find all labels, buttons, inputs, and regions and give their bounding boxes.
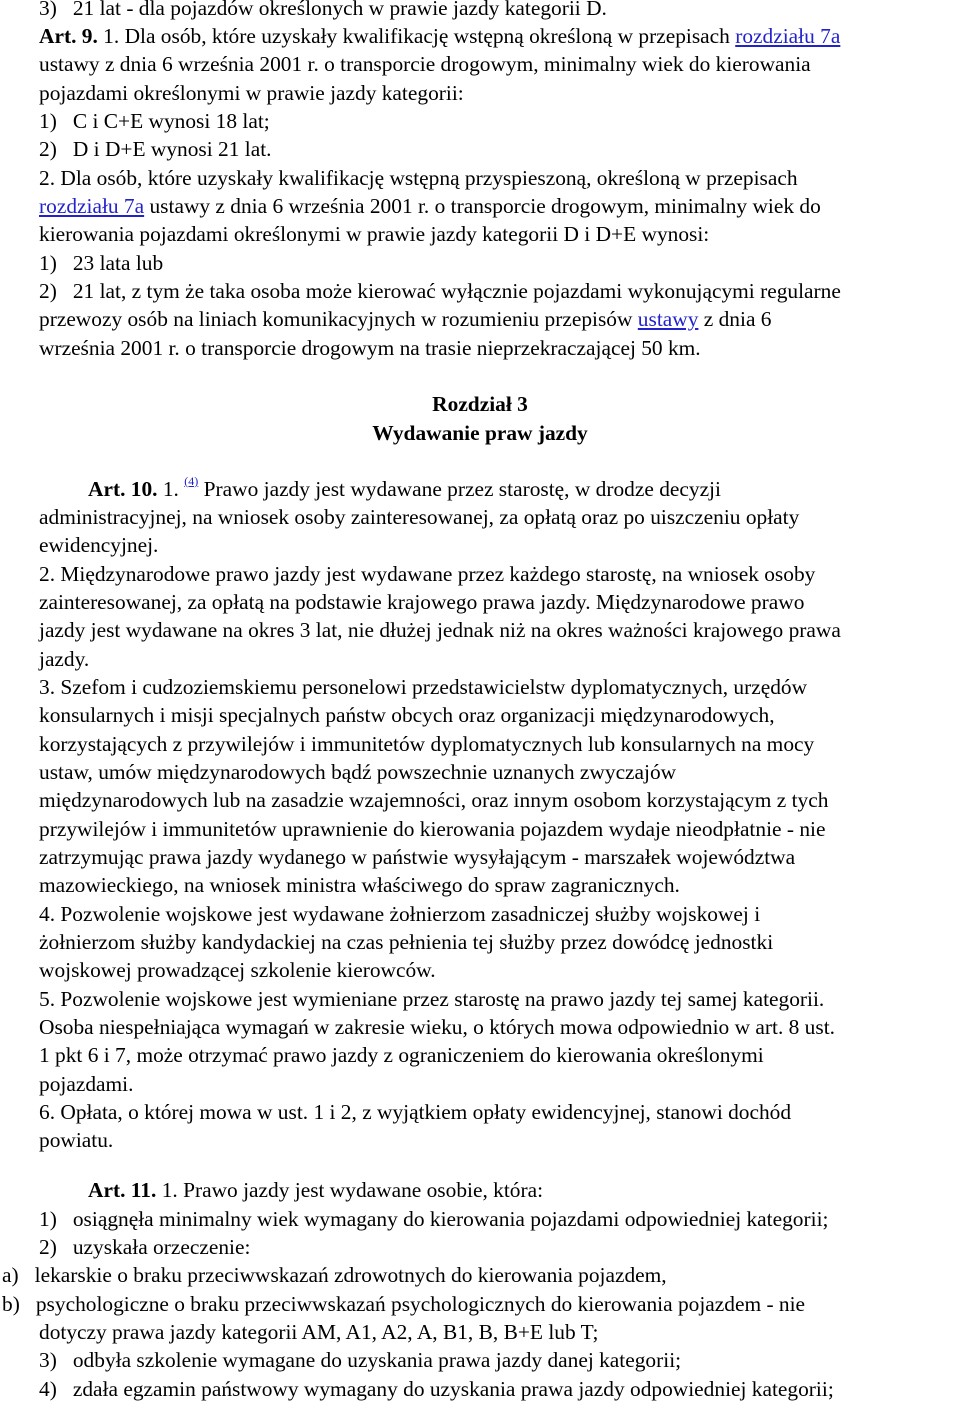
art9-para2-item2: 2) 21 lat, z tym że taka osoba może kierować wyłącznie pojazdami wykonującymi regularne: [39, 279, 841, 303]
art10-para4-line1: 4. Pozwolenie wojskowe jest wydawane żołnierzom zasadniczej służby wojskowej i: [39, 902, 761, 926]
art11-item-2b-line2: dotyczy prawa jazdy kategorii AM, A1, A2, A, B1, B, B+E lub T;: [39, 1320, 599, 1344]
art10-para4-line3: wojskowej prowadzącej szkolenie kierowców.: [39, 958, 436, 982]
art10-para5-line1: 5. Pozwolenie wojskowe jest wymieniane przez starostę na prawo jazdy tej samej kategorii.: [39, 987, 825, 1011]
art9-para2-line5: września 2001 r. o transporcie drogowym na trasie nieprzekraczającej 50 km.: [39, 336, 701, 360]
art9-para2-line1: 2. Dla osób, które uzyskały kwalifikację wstępną przyspieszoną, określoną w przepisach: [39, 166, 798, 190]
art9-para2-line3: kierowania pojazdami określonymi w prawie jazdy kategorii D i D+E wynosi:: [39, 222, 710, 246]
art10-para2-line4: jazdy.: [39, 647, 90, 671]
art11-item-4: 4) zdała egzamin państwowy wymagany do uzyskania prawa jazdy odpowiedniej kategorii;: [39, 1377, 834, 1401]
art9-para2-line2: rozdziału 7a ustawy z dnia 6 września 2001 r. o transporcie drogowym, minimalny wiek do: [39, 194, 821, 218]
art9-para1-line2: ustawy z dnia 6 września 2001 r. o transporcie drogowym, minimalny wiek do kierowania: [39, 52, 811, 76]
art10-para4-line2: żołnierzom służby kandydackiej na czas pełnienia tej służby przez dowódcę jednostki: [39, 930, 774, 954]
art11-item-2a: a) lekarskie o braku przeciwwskazań zdrowotnych do kierowania pojazdem,: [2, 1263, 667, 1287]
art10-para3-line1: 3. Szefom i cudzoziemskiemu personelowi przedstawicielstw dyplomatycznych, urzędów: [39, 675, 808, 699]
art10-para1-line1: Art. 10. 1. $^{(4)}$ Prawo jazdy jest wydawane przez starostę, w drodze decyzji: [88, 474, 721, 501]
art10-para5-line2: Osoba niespełniająca wymagań w zakresie wieku, o których mowa odpowiednio w art. 8 ust.: [39, 1015, 835, 1039]
art10-para3-line8: mazowieckiego, na wniosek ministra właściwego do spraw zagranicznych.: [39, 873, 680, 897]
link-rozdzial-7a-2[interactable]: rozdziału 7a: [39, 194, 145, 218]
chapter-number: Rozdział 3: [432, 392, 528, 416]
art10-para1-line2: administracyjnej, na wniosek osoby zainteresowanej, za opłatą oraz po uiszczeniu opłaty: [39, 505, 800, 529]
art10-para2-line2: zainteresowanej, za opłatą na podstawie krajowego prawa jazdy. Międzynarodowe prawo: [39, 590, 805, 614]
art10-para2-line1: 2. Międzynarodowe prawo jazdy jest wydawane przez każdego starostę, na wniosek osoby: [39, 562, 816, 586]
art10-para3-line6: przywilejów i immunitetów uprawnienie do kierowania pojazdem wydaje nieodpłatnie - nie: [39, 817, 826, 841]
art10-para1-line3: ewidencyjnej.: [39, 533, 159, 557]
art11-para1: Art. 11. 1. Prawo jazdy jest wydawane osobie, która:: [88, 1178, 544, 1202]
art11-item-3: 3) odbyła szkolenie wymagane do uzyskania prawa jazdy danej kategorii;: [39, 1348, 682, 1372]
art9-para1-line3: pojazdami określonymi w prawie jazdy kategorii:: [39, 81, 464, 105]
art9-para1-item1: 1) C i C+E wynosi 18 lat;: [39, 109, 270, 133]
art10-para5-line4: pojazdami.: [39, 1072, 134, 1096]
art9-para2-line4: przewozy osób na liniach komunikacyjnych w rozumieniu przepisów ustawy z dnia 6: [39, 307, 772, 331]
art11-item-2b-line1: b) psychologiczne o braku przeciwwskazań psychologicznych do kierowania pojazdem - nie: [2, 1292, 806, 1316]
link-rozdzial-7a[interactable]: rozdziału 7a: [735, 24, 841, 48]
footnote-4-link[interactable]: (4): [184, 474, 199, 488]
art10-para3-line4: ustaw, umów międzynarodowych bądź powszechnie uznanych zwyczajów: [39, 760, 677, 784]
art9-para2-item1: 1) 23 lata lub: [39, 251, 164, 275]
link-ustawy[interactable]: ustawy: [637, 307, 699, 331]
art10-para3-line5: międzynarodowych lub na zasadzie wzajemności, oraz innym osobom korzystającym z tych: [39, 788, 829, 812]
art8-item-3: 3) 21 lat - dla pojazdów określonych w prawie jazdy kategorii D.: [39, 0, 607, 20]
chapter-title: Wydawanie praw jazdy: [372, 421, 588, 445]
art9-para1-line1: Art. 9. 1. Dla osób, które uzyskały kwalifikację wstępną określoną w przepisach rozdziału 7a: [39, 24, 841, 48]
art11-item-1: 1) osiągnęła minimalny wiek wymagany do kierowania pojazdami odpowiedniej kategorii;: [39, 1207, 829, 1231]
art9-heading: Art. 9.: [39, 24, 98, 48]
art9-para1-item2: 2) D i D+E wynosi 21 lat.: [39, 137, 272, 161]
art10-para3-line2: konsularnych i misji specjalnych państw obcych oraz organizacji międzynarodowych,: [39, 703, 775, 727]
art10-para5-line3: 1 pkt 6 i 7, może otrzymać prawo jazdy z ograniczeniem do kierowania określonymi: [39, 1043, 764, 1067]
art11-heading: Art. 11.: [88, 1178, 157, 1202]
art10-para6-line1: 6. Opłata, o której mowa w ust. 1 i 2, z wyjątkiem opłaty ewidencyjnej, stanowi dochód: [39, 1100, 792, 1124]
art11-item-2: 2) uzyskała orzeczenie:: [39, 1235, 251, 1259]
art10-para2-line3: jazdy jest wydawane na okres 3 lat, nie dłużej jednak niż na okres ważności krajowego prawa: [39, 618, 841, 642]
art10-heading: Art. 10.: [88, 477, 158, 501]
art10-para3-line3: korzystających z przywilejów i immunitetów dyplomatycznych lub konsularnych na mocy: [39, 732, 815, 756]
art10-para3-line7: zatrzymując prawa jazdy wydanego w państwie wysyłającym - marszałek województwa: [39, 845, 796, 869]
art10-para6-line2: powiatu.: [39, 1128, 114, 1152]
